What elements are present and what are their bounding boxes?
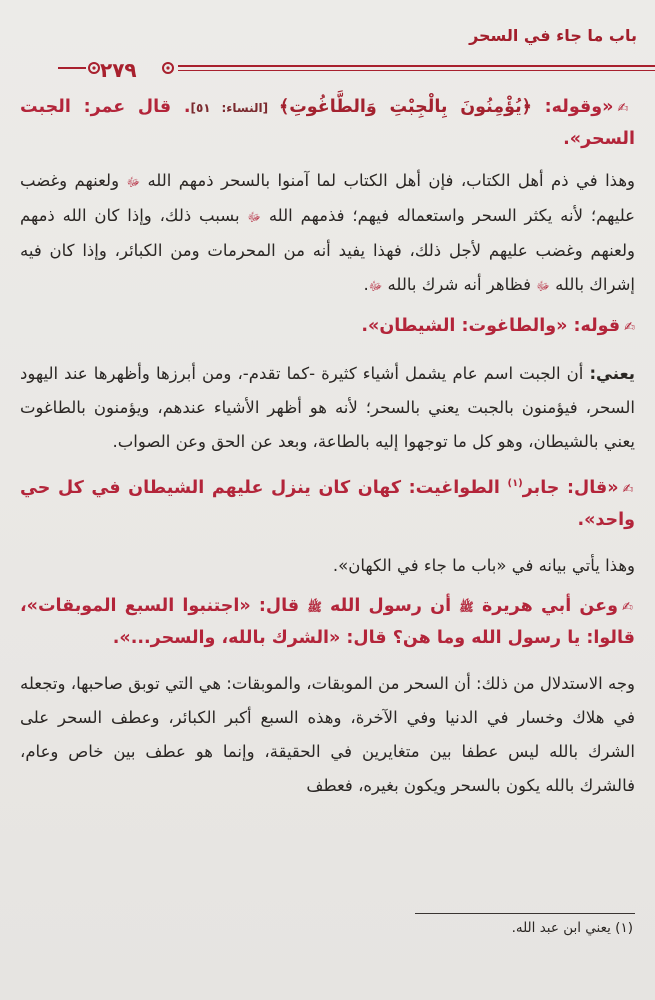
quill-icon: ✍ [622, 599, 635, 615]
ornament-right-icon [158, 58, 178, 78]
paragraph-2: يعني: أن الجبت اسم عام يشمل أشياء كثيرة -كما تقدم-، ومن أبرزها وأظهرها عند اليهود السحر، فيؤمنون بالجبت يعني بالسحر؛ لأنه هو أظهر الأشياء عندهم، ويؤمنون بالطاغوت يعني بالشيطان، وهو كل ما توجهوا إليه بالطاعة، وبعد عن الحق وعن الصواب. [20, 364, 635, 451]
paragraph-3: وهذا يأتي بيانه في «باب ما جاء في الكهان». [332, 555, 635, 575]
footnote: (١) يعني ابن عبد الله. [511, 920, 633, 936]
quill-icon: ✍ [617, 101, 635, 116]
quran-verse: ﴿يُؤْمِنُونَ بِالْجِبْتِ وَالطَّاغُوتِ﴾ [278, 97, 532, 117]
honorific-glyph: ﷻ [247, 210, 261, 224]
running-title: باب ما جاء في السحر [469, 26, 637, 45]
honorific-glyph: ﷻ [368, 279, 383, 293]
page-content [20, 86, 635, 803]
footnote-divider [415, 913, 635, 914]
honorific-glyph: ﷻ [536, 279, 550, 293]
quill-icon: ✍ [622, 481, 635, 497]
honorific-glyph: ﷺ [307, 599, 322, 614]
paragraph-4: وجه الاستدلال من ذلك: أن السحر من الموبقات، والموبقات: هي التي توبق صاحبها، وتجعله في هلاك وخسار في الدنيا وفي الآخرة، وهذه السبع أكبر الكبائر، وعطف السحر على الشرك بالله ليس عطفا بين متغايرين في الحقيقة، وإنما هو عطف بين خاص وعام، فالشرك بالله يكون بالسحر ويكون بغيره، فعطف [20, 673, 635, 795]
quill-icon: ✍ [624, 320, 635, 335]
footnote-marker[interactable]: (١) [507, 478, 523, 489]
paragraph-lead: يعني: [589, 364, 635, 383]
honorific-glyph: ﷻ [126, 175, 141, 189]
heading-verse: ✍«وقوله: ﴿يُؤْمِنُونَ بِالْجِبْتِ وَالطَّاغُوتِ﴾ [النساء: ٥١]. قال عمر: الجبت السحر». [20, 97, 635, 149]
honorific-glyph: ﷺ [459, 599, 474, 614]
verse-reference: [النساء: ٥١] [190, 101, 279, 115]
heading-taghut: ✍قوله: «والطاغوت: الشيطان». [361, 316, 635, 336]
heading-hadith: ✍وعن أبي هريرة ﷺ أن رسول الله ﷺ قال: «اجتنبوا السبع الموبقات»، قالوا: يا رسول الله وما هن؟ قال: «الشرك بالله، والسحر...». [20, 595, 635, 648]
heading-jabir: ✍«قال: جابر$^{(١)}$ الطواغيت: كهان كان ينزل عليهم الشيطان في كل حي واحد». [20, 477, 635, 530]
paragraph-1: وهذا في ذم أهل الكتاب، فإن أهل الكتاب لما آمنوا بالسحر ذمهم الله ﷻ ولعنهم وغضب عليهم؛ لأنه يكثر السحر واستعماله فيهم؛ فذمهم الله ﷻ بسبب ذلك، وإذا كان الله ذمهم ولعنهم وغضب عليهم لأجل ذلك، فهذا يفيد أنه من المحرمات ومن الكبائر، وإذا كان فيه إشراك بالله ﷻ فظاهر أنه شرك بالله ﷻ. [20, 171, 635, 294]
page-number: ٢٧٩ [100, 58, 137, 82]
